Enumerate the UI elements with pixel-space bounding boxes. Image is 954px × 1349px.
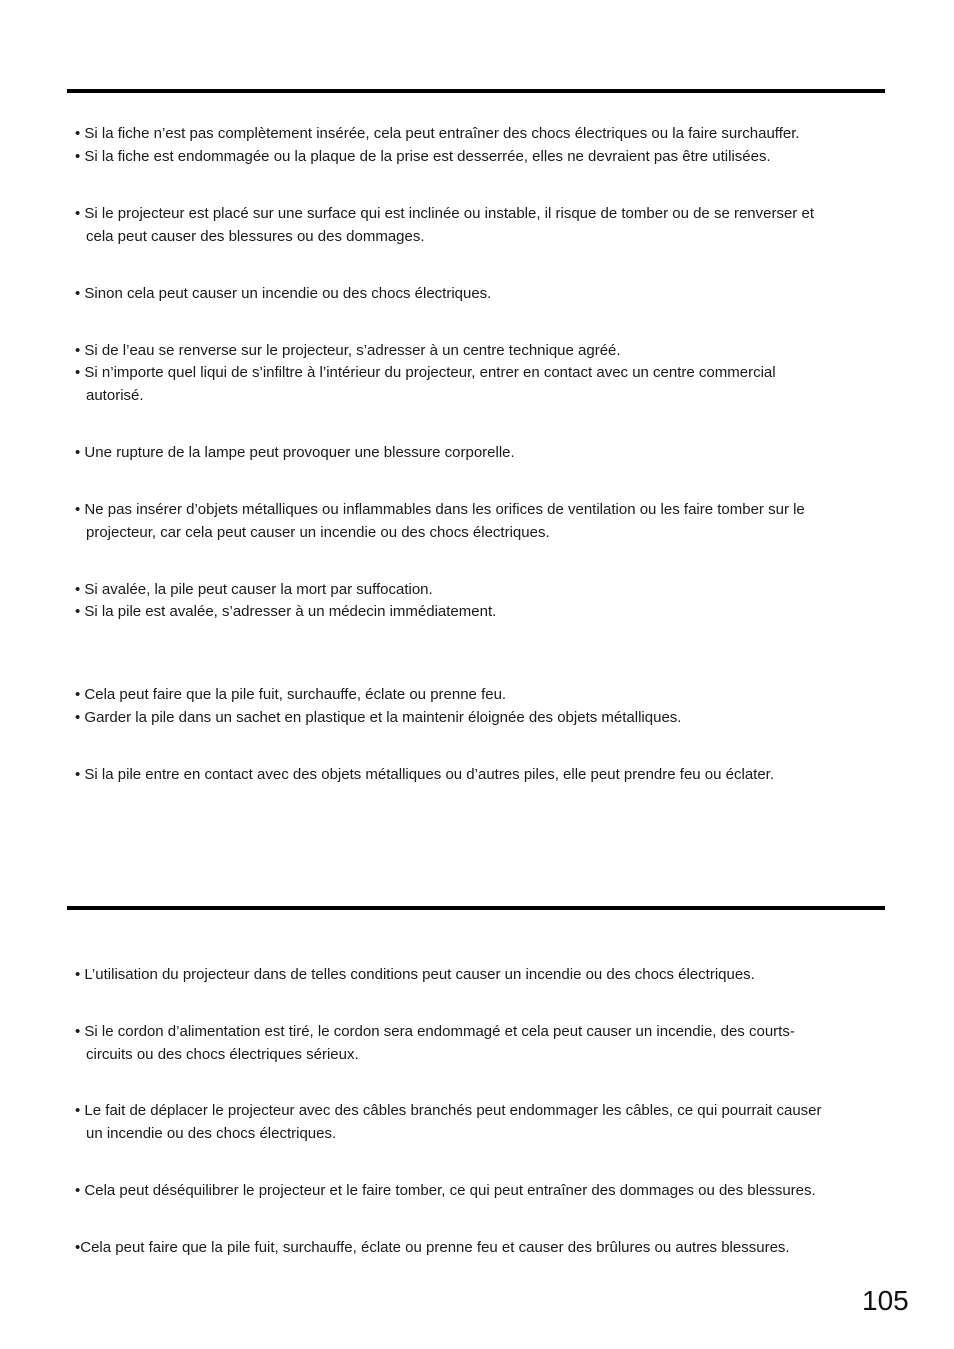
list-item: • Garder la pile dans un sachet en plastique et la maintenir éloignée des objets métalliques. [75, 709, 682, 726]
list-item: • Une rupture de la lampe peut provoquer une blessure corporelle. [75, 444, 515, 461]
list-item: • Si la pile entre en contact avec des objets métalliques ou d’autres piles, elle peut prendre feu ou éclater. [75, 766, 775, 783]
list-item: • Ne pas insérer d’objets métalliques ou inflammables dans les orifices de ventilation ou les faire tomber sur le projecteur, car cela peut causer un incendie ou des chocs électriques. [75, 501, 805, 541]
list-item: • Si avalée, la pile peut causer la mort par suffocation. [75, 581, 433, 598]
list-item: • Si le projecteur est placé sur une surface qui est inclinée ou instable, il risque de tomber ou de se renverser et cela peut causer des blessures ou des dommages. [75, 205, 814, 245]
list-item: •Cela peut faire que la pile fuit, surchauffe, éclate ou prenne feu et causer des brûlures ou autres blessures. [75, 1239, 790, 1256]
list-item: • Si la fiche n’est pas complètement insérée, cela peut entraîner des chocs électriques ou la faire surchauffer. [75, 125, 800, 142]
list-item: • Sinon cela peut causer un incendie ou des chocs électriques. [75, 285, 492, 302]
list-item: • L’utilisation du projecteur dans de telles conditions peut causer un incendie ou des chocs électriques. [75, 966, 755, 983]
list-item: • Si n’importe quel liqui de s’infiltre à l’intérieur du projecteur, entrer en contact avec un centre commercial autorisé. [75, 364, 776, 404]
middle-divider [67, 906, 885, 910]
list-item: • Le fait de déplacer le projecteur avec des câbles branchés peut endommager les câbles, ce qui pourrait causer un incendie ou des chocs électriques. [75, 1102, 822, 1142]
list-item: • Si le cordon d’alimentation est tiré, le cordon sera endommagé et cela peut causer un incendie, des courts- circuits ou des chocs électriques sérieux. [75, 1023, 795, 1063]
list-item: • Cela peut faire que la pile fuit, surchauffe, éclate ou prenne feu. [75, 686, 507, 703]
page-number: 105 [862, 1285, 909, 1316]
list-item: • Si la fiche est endommagée ou la plaque de la prise est desserrée, elles ne devraient pas être utilisées. [75, 148, 771, 165]
top-divider [67, 89, 885, 93]
list-item: • Cela peut déséquilibrer le projecteur et le faire tomber, ce qui peut entraîner des dommages ou des blessures. [75, 1182, 816, 1199]
list-item: • Si la pile est avalée, s’adresser à un médecin immédiatement. [75, 603, 497, 620]
list-item: • Si de l’eau se renverse sur le projecteur, s’adresser à un centre technique agréé. [75, 342, 621, 359]
